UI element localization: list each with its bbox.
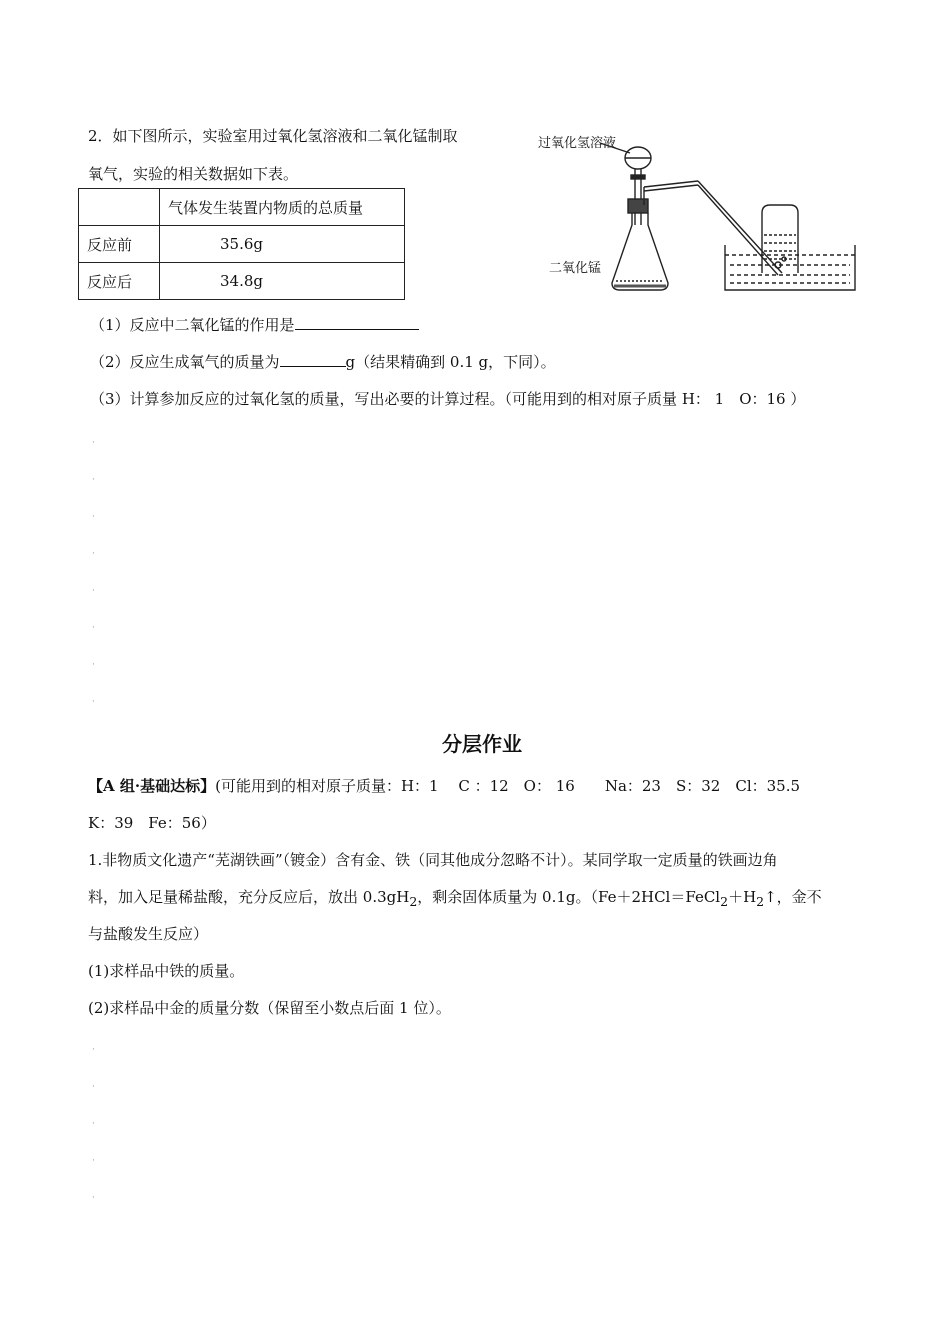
- table-row: [79, 226, 405, 263]
- table-header-cell: 气体发生装置内物质的总质量: [160, 189, 405, 226]
- subscript: 2: [756, 894, 765, 909]
- question-1-sub2: (2)求样品中金的质量分数（保留至小数点后面 1 位）。: [88, 999, 451, 1017]
- spacer-dot: ·: [92, 549, 95, 559]
- question-1-line3: 与盐酸发生反应）: [88, 925, 209, 943]
- spacer-dot: ·: [92, 1119, 95, 1129]
- answer-blank[interactable]: [280, 352, 346, 367]
- question-1-sub1: (1)求样品中铁的质量。: [88, 962, 245, 980]
- gas-apparatus-diagram: [520, 125, 870, 305]
- row-value: 35.6g: [160, 226, 405, 263]
- row-value: 34.8g: [160, 263, 405, 300]
- spacer-dot: ·: [92, 1193, 95, 1203]
- spacer-dot: ·: [92, 1156, 95, 1166]
- table-header-row: [79, 189, 405, 226]
- subscript: 2: [409, 894, 418, 909]
- section-title: 分层作业: [442, 732, 522, 756]
- spacer-dot: ·: [92, 697, 95, 707]
- spacer-dot: ·: [92, 475, 95, 485]
- question-1-line1: 1.非物质文化遗产“芜湖铁画”（镀金）含有金、铁（同其他成分忽略不计）。某同学取一定质量的铁画边角: [88, 851, 778, 869]
- q1-text-d: ↑，金不: [764, 888, 822, 906]
- spacer-dot: ·: [92, 438, 95, 448]
- q1-text-a: 料，加入足量稀盐酸，充分反应后，放出 0.3gH: [88, 888, 410, 906]
- row-label: 反应前: [79, 226, 160, 263]
- sub-question-2-unit: g（结果精确到 0.1 g，下同）。: [345, 353, 556, 371]
- row-label: 反应后: [79, 263, 160, 300]
- question-1-line2: [88, 886, 822, 909]
- sub-question-3: （3）计算参加反应的过氧化氢的质量，写出必要的计算过程。（可能用到的相对原子质量 H： 1 O：16 ）: [90, 390, 806, 408]
- atomic-masses-line2: K：39 Fe：56）: [88, 814, 216, 832]
- table-row: [79, 263, 405, 300]
- sub-question-1-text: （1）反应中二氧化锰的作用是: [90, 316, 295, 334]
- group-label: 【A 组·基础达标】: [88, 777, 216, 795]
- sub-question-2: [90, 351, 556, 372]
- group-header: [88, 775, 800, 796]
- spacer-dot: ·: [92, 586, 95, 596]
- figure-label-manganese-dioxide: 二氧化锰: [549, 261, 602, 276]
- q1-text-b: ，剩余固体质量为 0.1g。（Fe＋2HCl＝FeCl: [417, 888, 721, 906]
- q1-text-c: ＋H: [728, 888, 757, 906]
- subscript: 2: [720, 894, 729, 909]
- question-2-line2: 氧气，实验的相关数据如下表。: [88, 165, 299, 183]
- spacer-dot: ·: [92, 623, 95, 633]
- sub-question-2-text: （2）反应生成氧气的质量为: [90, 353, 280, 371]
- figure-label-hydrogen-peroxide: 过氧化氢溶液: [538, 136, 617, 151]
- question-2-line1: 2．如下图所示，实验室用过氧化氢溶液和二氧化锰制取: [88, 127, 458, 145]
- spacer-dot: ·: [92, 1045, 95, 1055]
- sub-question-1: [90, 314, 419, 335]
- spacer-dot: ·: [92, 1082, 95, 1092]
- table-header-cell: [79, 189, 160, 226]
- spacer-dot: ·: [92, 512, 95, 522]
- mass-data-table: [78, 188, 405, 300]
- answer-blank[interactable]: [295, 315, 419, 330]
- spacer-dot: ·: [92, 660, 95, 670]
- atomic-masses-line1: (可能用到的相对原子质量：H：1 C ：12 O： 16 Na：23 S：32 Cl：35.5: [215, 777, 801, 795]
